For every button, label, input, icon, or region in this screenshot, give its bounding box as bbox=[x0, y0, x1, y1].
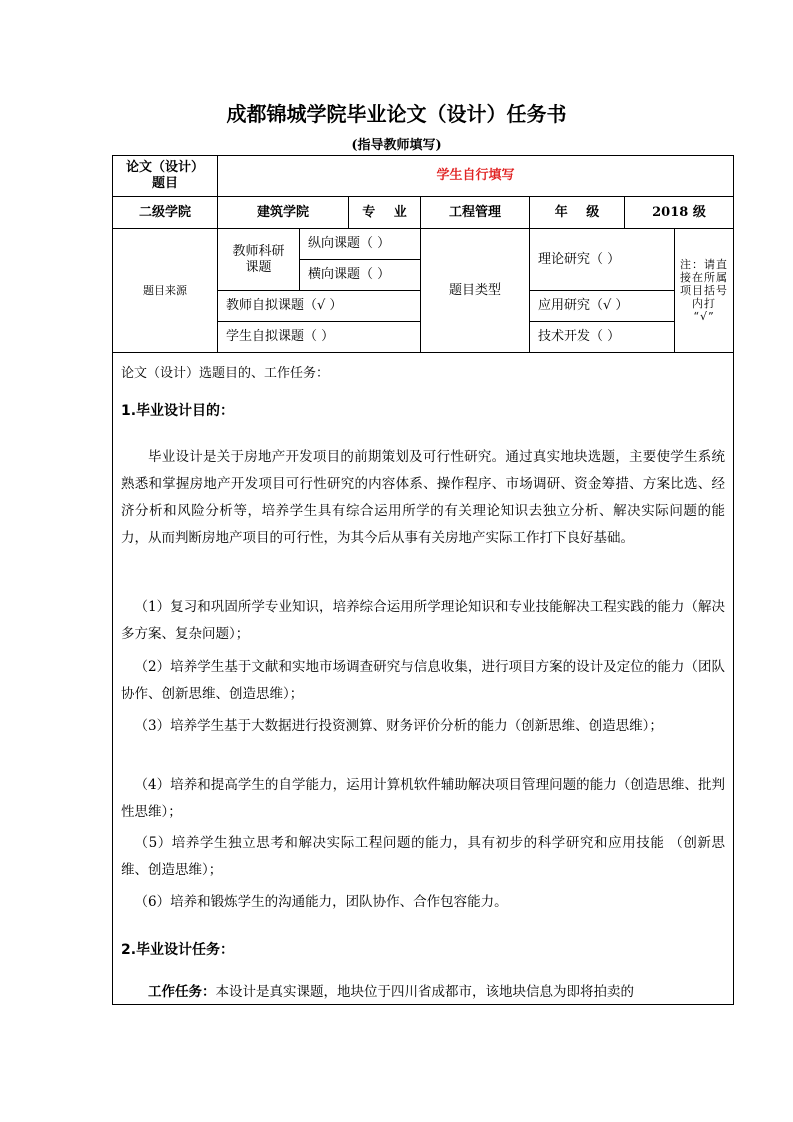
objective-item-1: （1）复习和巩固所学专业知识，培养综合运用所学理论知识和专业技能解决工程实践的能力（解决多方案、复杂问题）； bbox=[121, 599, 725, 642]
objective-item-4: （4）培养和提高学生的自学能力，运用计算机软件辅助解决项目管理问题的能力（创造思维、批判性思维）； bbox=[121, 777, 725, 820]
section1-title: 1.毕业设计目的： bbox=[121, 403, 235, 419]
document-subtitle: (指导教师填写) bbox=[351, 138, 442, 153]
teacher-research-label: 教师科研 课题 bbox=[217, 228, 300, 291]
source-label: 题目来源 bbox=[112, 228, 218, 353]
theory-research-option: 理论研究（ ） bbox=[529, 228, 675, 291]
horizontal-project-option: 横向课题（ ） bbox=[299, 259, 421, 291]
thesis-title-label: 论文（设计） 题目 bbox=[112, 155, 218, 197]
applied-research-option: 应用研究（√ ） bbox=[529, 290, 675, 322]
major-label: 专 业 bbox=[348, 196, 421, 229]
content-intro: 论文（设计）选题目的、工作任务： bbox=[121, 366, 330, 381]
objective-item-6: （6）培养和锻炼学生的沟通能力，团队协作、合作包容能力。 bbox=[134, 894, 508, 910]
task-content bbox=[112, 352, 734, 1005]
task-paragraph bbox=[121, 979, 725, 1005]
task-text: 本设计是真实课题，地块位于四川省成都市，该地块信息为即将拍卖的 bbox=[215, 984, 634, 1000]
tech-development-option: 技术开发（ ） bbox=[529, 321, 675, 353]
type-label: 题目类型 bbox=[420, 228, 530, 353]
section2-title: 2.毕业设计任务： bbox=[121, 942, 235, 958]
student-self-option: 学生自拟课题（ ） bbox=[217, 321, 421, 353]
college-value: 建筑学院 bbox=[217, 196, 349, 229]
document-title: 成都锦城学院毕业论文（设计）任务书 bbox=[226, 102, 567, 126]
grade-value: 2018 级 bbox=[624, 196, 734, 229]
teacher-self-option: 教师自拟课题（√ ） bbox=[217, 290, 421, 322]
objective-item-3: （3）培养学生基于大数据进行投资测算、财务评价分析的能力（创新思维、创造思维）； bbox=[134, 718, 663, 734]
college-label: 二级学院 bbox=[112, 196, 218, 229]
task-label: 工作任务： bbox=[148, 984, 216, 1000]
section1-paragraph: 毕业设计是关于房地产开发项目的前期策划及可行性研究。通过真实地块选题，主要使学生系统熟悉和掌握房地产开发项目可行性研究的内容体系、操作程序、市场调研、资金筹措、方案比选、经济分析和风险分析等，培养学生具有综合运用所学的有关理论知识去独立分析、解决实际问题的能力，从而判断房地产项目的可行性，为其今后从事有关房地产实际工作打下良好基础。 bbox=[121, 449, 725, 546]
objective-item-5: （5）培养学生独立思考和解决实际工程问题的能力，具有初步的科学研究和应用技能 （创新思维、创造思维）； bbox=[121, 835, 725, 878]
grade-label: 年 级 bbox=[529, 196, 625, 229]
objective-item-2: （2）培养学生基于文献和实地市场调查研究与信息收集，进行项目方案的设计及定位的能力（团队协作、创新思维、创造思维）； bbox=[121, 659, 725, 702]
type-note: 注：请直接在所属项目括号内打 “√” bbox=[674, 228, 734, 353]
vertical-project-option: 纵向课题（ ） bbox=[299, 228, 421, 260]
major-value: 工程管理 bbox=[420, 196, 530, 229]
thesis-title-value: 学生自行填写 bbox=[217, 155, 734, 197]
